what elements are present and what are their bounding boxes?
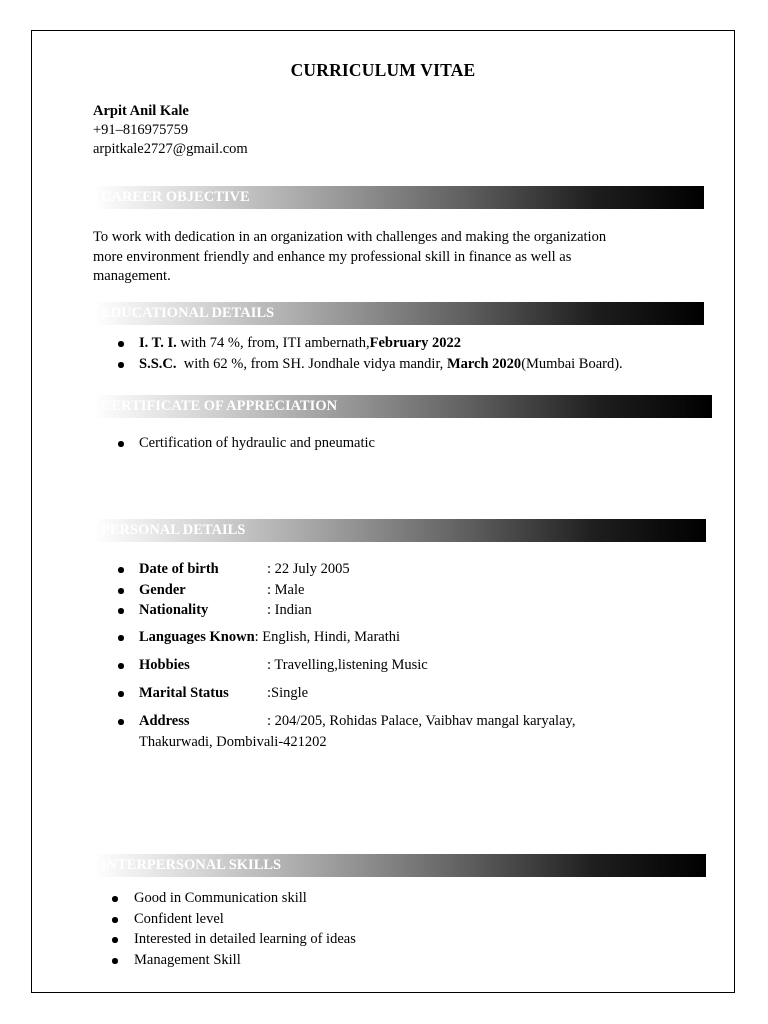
- skill-item: Management Skill: [134, 952, 241, 968]
- field-value: : 22 July 2005: [267, 561, 350, 577]
- objective-line: management.: [93, 268, 171, 284]
- bullet-icon: [118, 719, 124, 725]
- email-address: arpitkale2727@gmail.com: [93, 141, 248, 157]
- bullet-icon: [118, 635, 124, 641]
- qualification-date: February 2022: [369, 335, 462, 351]
- career-objective-text: [93, 228, 653, 287]
- address-line-2: Thakurwadi, Dombivali-421202: [139, 734, 327, 750]
- bullet-icon: [118, 567, 124, 573]
- qualification-name: S.S.C.: [139, 356, 177, 372]
- education-item-ssc: [139, 355, 623, 374]
- bullet-icon: [118, 691, 124, 697]
- field-value: : Travelling,listening Music: [267, 657, 428, 673]
- qualification-board: (Mumbai Board).: [521, 356, 623, 372]
- personal-gender: [139, 581, 304, 600]
- field-value: : English, Hindi, Marathi: [254, 629, 401, 645]
- section-header-personal: PERSONAL DETAILS: [93, 519, 706, 542]
- field-value: :Single: [267, 685, 309, 701]
- phone-number: +91–816975759: [93, 122, 189, 138]
- certificate-item: Certification of hydraulic and pneumatic: [139, 435, 375, 451]
- section-header-certificates: CERTIFICATE OF APPRECIATION: [93, 395, 712, 418]
- field-label: Gender: [139, 582, 186, 598]
- field-label: Nationality: [139, 602, 209, 618]
- field-label: Hobbies: [139, 657, 190, 673]
- objective-line: more environment friendly and enhance my professional skill in finance as well as: [93, 248, 572, 265]
- field-label: Marital Status: [139, 685, 229, 701]
- bullet-icon: [118, 663, 124, 669]
- personal-hobbies: [139, 656, 428, 675]
- field-label: Address: [139, 713, 190, 729]
- qualification-detail: with 62 %, from SH. Jondhale vidya mandir,: [176, 356, 447, 372]
- skill-item: Interested in detailed learning of ideas: [134, 931, 356, 947]
- candidate-name: Arpit Anil Kale: [93, 103, 189, 119]
- bullet-icon: [112, 896, 118, 902]
- section-header-career-objective: CAREER OBJECTIVE: [93, 186, 704, 209]
- personal-nationality: [139, 601, 312, 620]
- bullet-icon: [118, 441, 124, 447]
- qualification-name: I. T. I.: [139, 335, 177, 351]
- personal-languages: [139, 628, 400, 647]
- field-value: : 204/205, Rohidas Palace, Vaibhav mangal karyalay,: [267, 713, 576, 729]
- document-title: CURRICULUM VITAE: [290, 60, 476, 80]
- qualification-detail: with 74 %, from, ITI ambernath,: [176, 335, 370, 351]
- bullet-icon: [112, 958, 118, 964]
- field-label: Date of birth: [139, 561, 219, 577]
- personal-address: [139, 712, 575, 731]
- resume-page: [31, 30, 735, 993]
- field-label: Languages Known: [139, 629, 255, 645]
- skill-item: Good in Communication skill: [134, 890, 307, 906]
- skill-item: Confident level: [134, 911, 224, 927]
- section-header-education: EDUCATIONAL DETAILS: [93, 302, 704, 325]
- bullet-icon: [112, 937, 118, 943]
- personal-dob: [139, 560, 350, 579]
- field-value: : Male: [267, 582, 305, 598]
- bullet-icon: [118, 608, 124, 614]
- section-header-skills: INTERPERSONAL SKILLS: [93, 854, 706, 877]
- education-item-iti: [139, 334, 461, 353]
- bullet-icon: [118, 362, 124, 368]
- bullet-icon: [112, 917, 118, 923]
- qualification-date: March 2020: [446, 356, 522, 372]
- personal-marital-status: [139, 684, 308, 703]
- bullet-icon: [118, 341, 124, 347]
- bullet-icon: [118, 588, 124, 594]
- objective-line: To work with dedication in an organization with challenges and making the organization: [93, 229, 607, 245]
- field-value: : Indian: [267, 602, 312, 618]
